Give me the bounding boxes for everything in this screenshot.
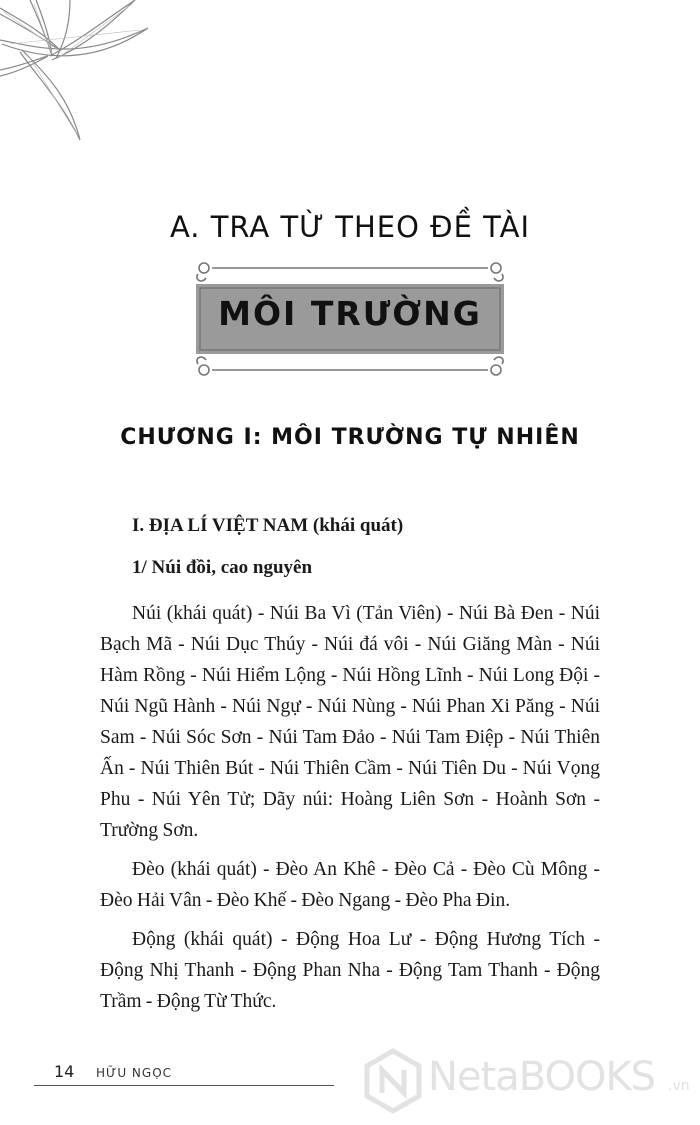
page-number: 14 xyxy=(54,1062,75,1081)
subsection-heading: 1/ Núi đồi, cao nguyên xyxy=(132,557,313,578)
watermark-text: NetaBOOKS xyxy=(428,1054,656,1100)
footer-rule xyxy=(34,1085,334,1086)
part-title: A. TRA TỪ THEO ĐỀ TÀI xyxy=(169,210,531,244)
paragraph-caves: Động (khái quát) - Động Hoa Lư - Động Hương Tích - Động Nhị Thanh - Động Phan Nha - Động Tam Thanh - Động Trầm - Động Từ Thức. xyxy=(100,929,600,1012)
paragraph-mountains: Núi (khái quát) - Núi Ba Vì (Tản Viên) - Núi Bà Đen - Núi Bạch Mã - Núi Dục Thúy - Núi đá vôi - Núi Giăng Màn - Núi Hàm Rồng - Núi Hiểm Lộng - Núi Hồng Lĩnh - Núi Long Đội - Núi Ngũ Hành - Núi Ngự - Núi Nùng - Núi Phan Xi Păng - Núi Sam - Núi Sóc Sơn - Núi Tam Đảo - Núi Tam Điệp - Núi Thiên Ấn - Núi Thiên Bút - Núi Thiên Cầm - Núi Tiên Du - Núi Vọng Phu - Núi Yên Tử; Dãy núi: Hoàng Liên Sơn - Hoành Sơn - Trường Sơn. xyxy=(100,603,600,841)
bamboo-leaf-illustration xyxy=(0,0,150,150)
watermark xyxy=(362,1048,692,1114)
banner-title: MÔI TRƯỜNG xyxy=(218,294,482,333)
author-name: HỮU NGỌC xyxy=(96,1066,173,1080)
body-content xyxy=(100,514,600,1025)
chapter-title: CHƯƠNG I: MÔI TRƯỜNG TỰ NHIÊN xyxy=(120,425,580,450)
netabooks-logo-icon xyxy=(362,1048,424,1114)
title-banner xyxy=(190,258,510,382)
paragraph-passes: Đèo (khái quát) - Đèo An Khê - Đèo Cả - Đèo Cù Mông - Đèo Hải Vân - Đèo Khế - Đèo Ngang - Đèo Pha Đin. xyxy=(100,859,600,911)
section-heading: I. ĐỊA LÍ VIỆT NAM (khái quát) xyxy=(132,515,404,536)
watermark-suffix: .vn xyxy=(668,1078,690,1094)
